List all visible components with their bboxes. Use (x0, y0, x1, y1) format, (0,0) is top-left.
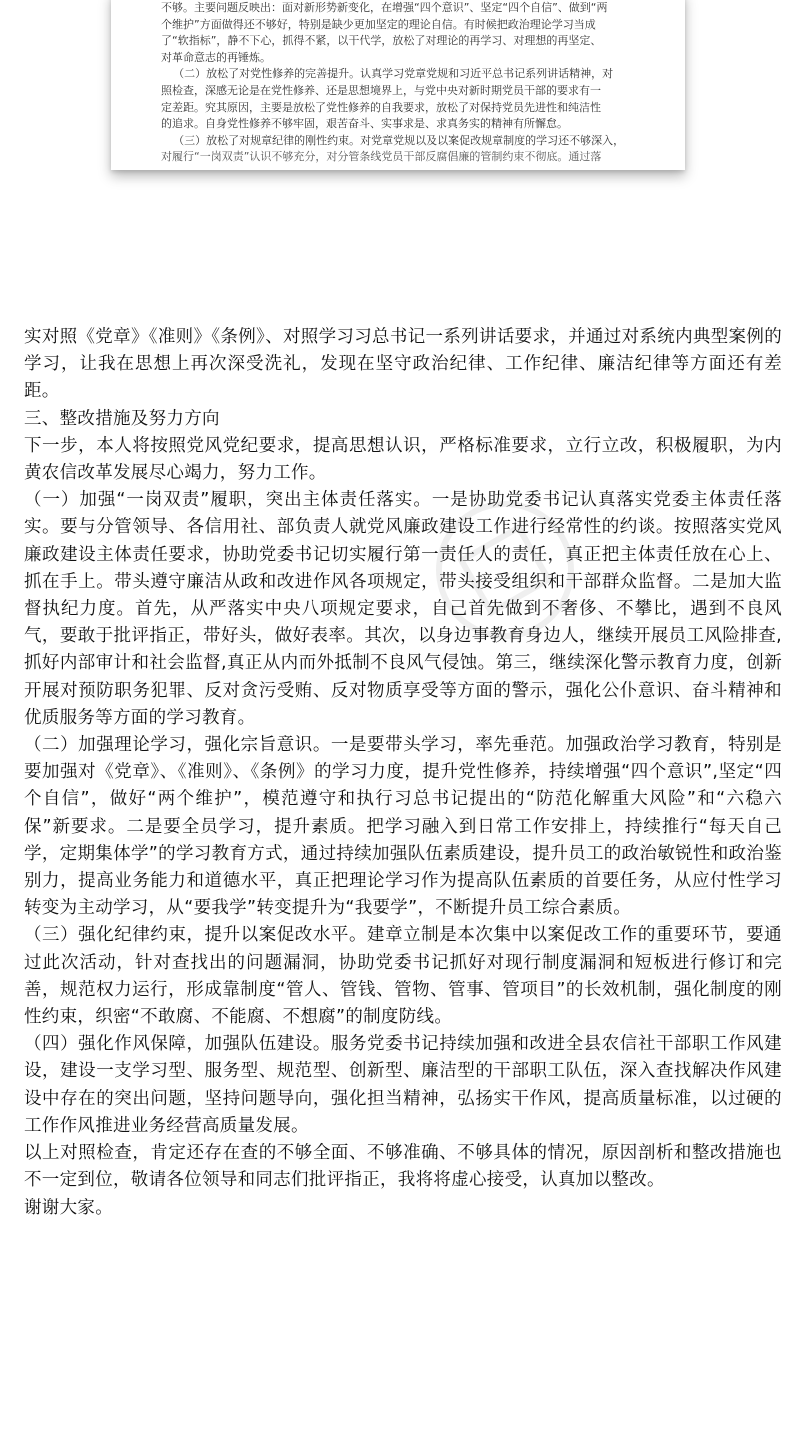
section-heading: 三、整改措施及努力方向 (24, 408, 220, 429)
preview-line: 了“软指标”，静不下心，抓得不紧，以干代学，放松了对理论的再学习、对理想的再坚定、 (161, 34, 602, 48)
preview-line: 定差距。究其原因，主要是放松了党性修养的自我要求，放松了对保持党员先进性和纯洁性 (161, 100, 601, 114)
preview-line: 照检查，深感无论是在党性修养、还是思想境界上，与党中央对新时期党员干部的要求有一 (161, 83, 601, 97)
paragraph-item-2: （二）加强理论学习，强化宗旨意识。一是要带头学习，率先垂范。加强政治学习教育，特别是要加强对《党章》、《准则》、《条例》的学习力度，提升党性修养，持续增强“四个意识”,坚定“四个自信”，做好“两个维护”，模范遵守和执行习总书记提出的“防范化解重大风险”和“六稳六保”新要求。二是要全员学习，提升素质。把学习融入到日常工作安排上，持续推行“每天自己学，定期集体学”的学习教育方式，通过持续加强队伍素质建设，提升员工的政治敏锐性和政治鉴别力，提高业务能力和道德水平，真正把理论学习作为提高队伍素质的首要任务，从应付性学习转变为主动学习，从“要我学”转变提升为“我要学”，不断提升员工综合素质。 (24, 735, 782, 919)
paragraph-item-4: （四）强化作风保障，加强队伍建设。服务党委书记持续加强和改进全县农信社干部职工作风建设，建设一支学习型、服务型、规范型、创新型、廉洁型的干部职工队伍，深入查找解决作风建设中存在的突出问题，坚持问题导向，强化担当精神，弘扬实干作风，提高质量标准，以过硬的工作作风推进业务经营高质量发展。 (24, 1034, 782, 1136)
preview-line: 对革命意志的再锤炼。 (161, 50, 271, 64)
preview-text (161, 0, 651, 166)
paragraph-thanks: 谢谢大家。 (24, 1197, 113, 1218)
preview-line: 不够。主要问题反映出：面对新形势新变化，在增强“四个意识”、坚定“四个自信”、做到“两 (161, 1, 608, 14)
paragraph-intro: 下一步，本人将按照党风党纪要求，提高思想认识，严格标准要求，立行立改，积极履职，为内黄农信改革发展尽心竭力，努力工作。 (24, 435, 782, 484)
preview-line: 个维护”方面做得还不够好，特别是缺少更加坚定的理论自信。有时候把政治理论学习当成 (161, 17, 596, 31)
document-body (24, 324, 782, 1222)
paragraph-continuation: 实对照《党章》《准则》《条例》、对照学习习总书记一系列讲话要求，并通过对系统内典型案例的学习，让我在思想上再次深受洗礼，发现在坚守政治纪律、工作纪律、廉洁纪律等方面还有差距。 (24, 327, 782, 402)
preview-line: 对履行“一岗双责”认识不够充分，对分管条线党员干部反腐倡廉的管制约束不彻底。通过落 (161, 150, 602, 164)
preview-line: （三）放松了对规章纪律的刚性约束。对党章党规以及以案促改规章制度的学习还不够深入， (173, 133, 625, 147)
preview-line: （二）放松了对党性修养的完善提升。认真学习党章党规和习近平总书记系列讲话精神，对 (173, 67, 614, 81)
paragraph-conclusion: 以上对照检查，肯定还存在查的不够全面、不够准确、不够具体的情况，原因剖析和整改措施也不一定到位，敬请各位领导和同志们批评指正，我将将虚心接受，认真加以整改。 (24, 1143, 782, 1191)
paragraph-item-1: （一）加强“一岗双责”履职，突出主体责任落实。一是协助党委书记认真落实党委主体责任落实。要与分管领导、各信用社、部负责人就党风廉政建设工作进行经常性的约谈。按照落实党风廉政建设主体责任要求，协助党委书记切实履行第一责任人的责任，真正把主体责任放在心上、抓在手上。带头遵守廉洁从政和改进作风各项规定，带头接受组织和干部群众监督。二是加大监督执纪力度。首先，从严落实中央八项规定要求，自己首先做到不奢侈、不攀比，遇到不良风气，要敢于批评指正，带好头，做好表率。其次，以身边事教育身边人，继续开展员工风险排查,抓好内部审计和社会监督,真正从内而外抵制不良风气侵蚀。第三，继续深化警示教育力度，创新开展对预防职务犯罪、反对贪污受贿、反对物质享受等方面的警示，强化公仆意识、奋斗精神和优质服务等方面的学习教育。 (24, 490, 782, 728)
paragraph-item-3: （三）强化纪律约束，提升以案促改水平。建章立制是本次集中以案促改工作的重要环节，要通过此次活动，针对查找出的问题漏洞，协助党委书记抓好对现行制度漏洞和短板进行修订和完善，规范权力运行，形成靠制度“管人、管钱、管物、管事、管项目”的长效机制，强化制度的刚性约束，织密“不敢腐、不能腐、不想腐”的制度防线。 (24, 925, 782, 1028)
document-preview-card (111, 0, 685, 170)
preview-line: 的追求。自身党性修养不够牢固，艰苦奋斗、实事求是、求真务实的精神有所懈怠。 (161, 117, 568, 131)
